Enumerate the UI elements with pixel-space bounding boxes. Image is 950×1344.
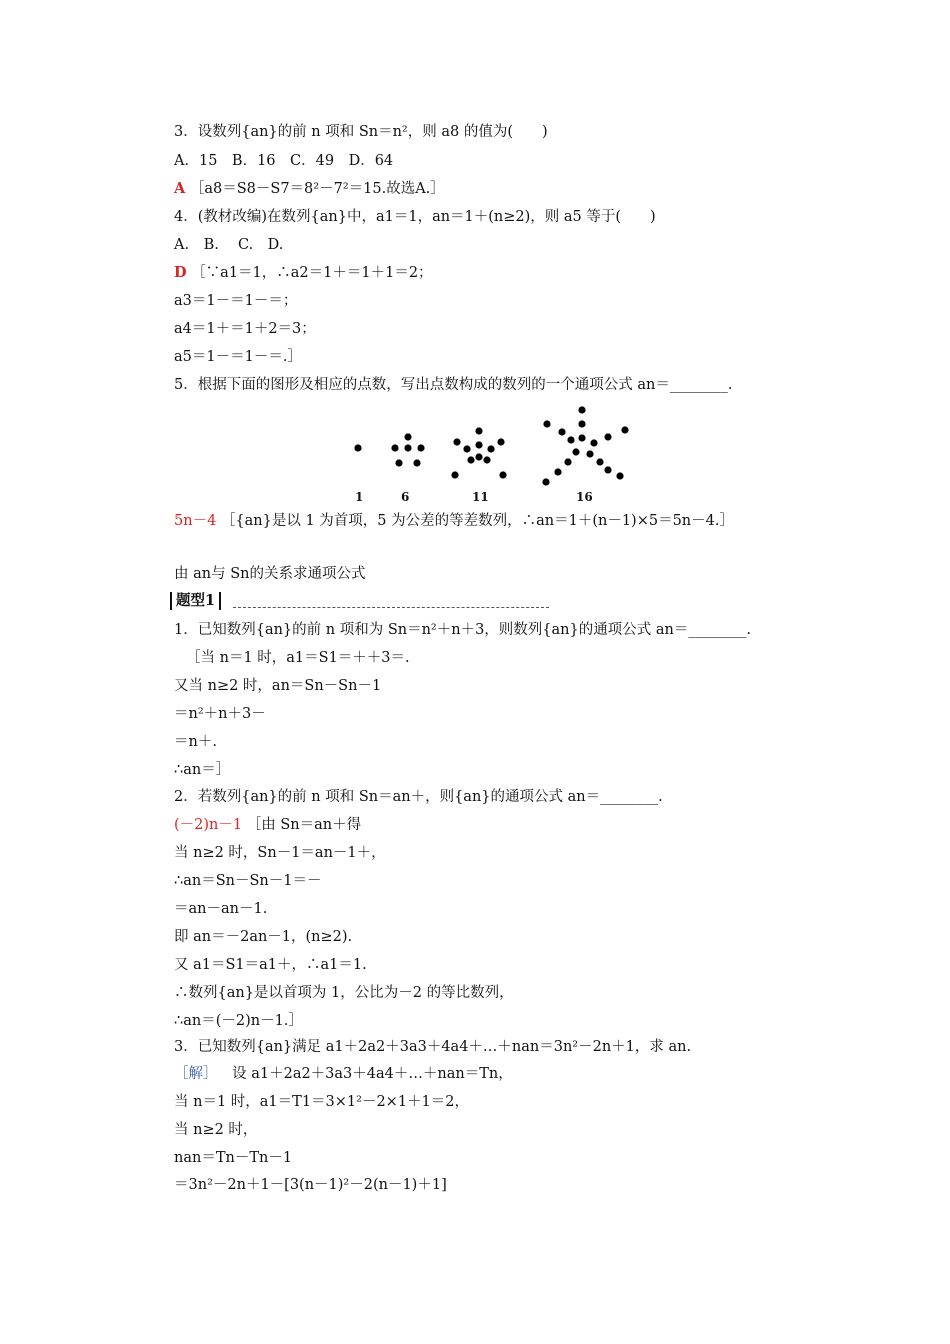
q4-l1: ［∵a1＝1，∴a2＝1＋＝1＋1＝2； <box>191 265 433 281</box>
fig-label-2: 6 <box>401 490 410 504</box>
q5-answer-text: ［{an}是以 1 为首项，5 为公差的等差数列，∴an＝1＋(n－1)×5＝5n－4.］ <box>220 513 734 529</box>
p2-l3: ∴an＝Sn－Sn－1＝－ <box>174 873 322 889</box>
p3-l3: 当 n≥2 时， <box>174 1122 258 1138</box>
dot-pattern-figure <box>340 400 640 510</box>
p2-l5: 即 an＝－2an－1，(n≥2). <box>174 929 353 945</box>
dot <box>354 444 361 451</box>
p2-answer-line1 <box>174 815 361 835</box>
p3-l1: 设 a1＋2a2＋3a3＋4a4＋…＋nan＝Tn， <box>232 1066 513 1082</box>
fig-label-3: 11 <box>472 490 489 504</box>
p1-stem: 1．已知数列{an}的前 n 项和为 Sn＝n²＋n＋3，则数列{an}的通项公式 an＝________. <box>174 622 751 638</box>
solve-tag: ［解］ <box>174 1066 218 1082</box>
p1-l5: ∴an＝］ <box>174 762 231 778</box>
p2-stem: 2．若数列{an}的前 n 项和 Sn＝an＋，则{an}的通项公式 an＝________. <box>174 789 663 805</box>
fig-label-1: 1 <box>355 490 364 504</box>
section-title: 由 an与 Sn的关系求通项公式 <box>174 566 366 582</box>
q3-options: A．15 B．16 C．49 D．64 <box>174 153 394 169</box>
p2-l1: ［由 Sn＝an＋得 <box>246 817 362 833</box>
p2-l8: ∴an＝(－2)n－1.］ <box>174 1013 303 1029</box>
p3-l1-line <box>174 1064 513 1084</box>
q3-stem: 3．设数列{an}的前 n 项和 Sn＝n²，则 a8 的值为( ) <box>174 124 548 140</box>
p1-l1: ［当 n＝1 时，a1＝S1＝＋＋3＝. <box>186 650 410 666</box>
p3-l2: 当 n＝1 时，a1＝T1＝3×1²－2×1＋1＝2， <box>174 1094 470 1110</box>
q4-l3: a4＝1＋＝1＋2＝3； <box>174 321 316 337</box>
q4-stem: 4．(教材改编)在数列{an}中，a1＝1，an＝1＋(n≥2)，则 a5 等于( ) <box>174 209 656 225</box>
p3-l5: ＝3n²－2n＋1－[3(n－1)²－2(n－1)＋1] <box>174 1177 447 1193</box>
p2-l6: 又 a1＝S1＝a1＋，∴a1＝1. <box>174 957 367 973</box>
q5-stem: 5．根据下面的图形及相应的点数，写出点数构成的数列的一个通项公式 an＝________. <box>174 377 733 393</box>
p3-stem: 3．已知数列{an}满足 a1＋2a2＋3a3＋4a4＋…＋nan＝3n²－2n＋1，求 an. <box>174 1039 692 1055</box>
q3-answer <box>174 179 445 199</box>
q4-l2: a3＝1－＝1－＝； <box>174 293 298 309</box>
p3-l4: nan＝Tn－Tn－1 <box>174 1150 293 1166</box>
section-divider <box>233 607 549 608</box>
q5-answer-formula: 5n－4 <box>174 513 217 529</box>
p1-l4: ＝n＋. <box>174 734 217 750</box>
p2-answer-formula: (－2)n－1 <box>174 817 243 833</box>
q4-options: A. B. C. D. <box>174 237 284 253</box>
q3-answer-letter: A <box>174 180 186 197</box>
q5-answer <box>174 511 734 531</box>
p2-l2: 当 n≥2 时，Sn－1＝an－1＋， <box>174 845 386 861</box>
dot-group-6 <box>391 433 424 466</box>
type-tag: 题型1 <box>170 592 221 610</box>
p2-l7: ∴数列{an}是以首项为 1，公比为－2 的等比数列， <box>174 985 514 1001</box>
dot-pattern-svg <box>340 400 640 510</box>
dot-group-16 <box>542 406 628 485</box>
p2-l4: ＝an－an－1. <box>174 901 268 917</box>
q4-answer-line1 <box>174 263 433 283</box>
dot-group-11 <box>451 427 506 478</box>
p1-l3: ＝n²＋n＋3－ <box>174 706 266 722</box>
p1-l2: 又当 n≥2 时，an＝Sn－Sn－1 <box>174 678 382 694</box>
q4-answer-letter: D <box>174 264 187 281</box>
fig-label-4: 16 <box>576 490 593 504</box>
q4-l4: a5＝1－＝1－＝.］ <box>174 349 302 365</box>
q3-answer-text: ［a8＝S8－S7＝8²－7²＝15.故选A.］ <box>189 181 445 197</box>
